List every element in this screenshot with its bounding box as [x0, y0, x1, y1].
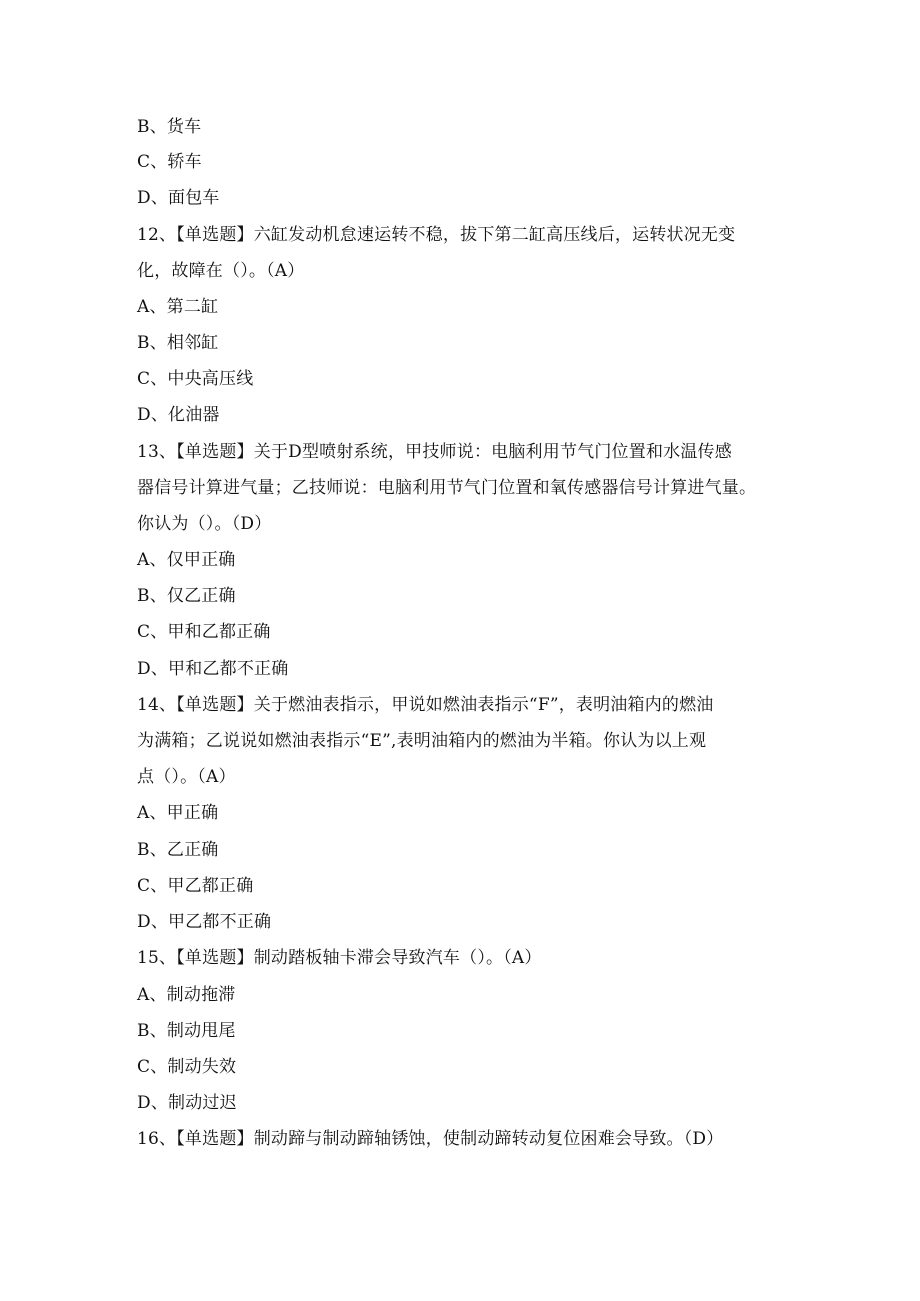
option-line: A、甲正确 — [137, 803, 219, 823]
question-line: 13、【单选题】关于D型喷射系统，甲技师说：电脑利用节气门位置和水温传感 — [137, 442, 732, 462]
option-line: D、甲乙都不正确 — [137, 912, 272, 932]
option-line: D、化油器 — [137, 405, 220, 425]
option-line: B、货车 — [137, 117, 202, 137]
option-line: C、甲乙都正确 — [137, 876, 254, 896]
option-line: B、制动甩尾 — [137, 1021, 236, 1041]
option-line: B、仅乙正确 — [137, 586, 236, 606]
option-line: C、中央高压线 — [137, 369, 254, 389]
option-line: D、制动过迟 — [137, 1093, 237, 1113]
question-line: 化，故障在（）。（A） — [137, 261, 305, 281]
question-line: 12、【单选题】六缸发动机怠速运转不稳，拔下第二缸高压线后，运转状况无变 — [137, 225, 736, 245]
question-line: 你认为（）。（D） — [137, 514, 272, 534]
question-line: 15、【单选题】制动踏板轴卡滞会导致汽车（）。（A） — [137, 948, 542, 968]
question-line: 14、【单选题】关于燃油表指示，甲说如燃油表指示“F”，表明油箱内的燃油 — [137, 695, 714, 715]
option-line: B、乙正确 — [137, 840, 219, 860]
option-line: C、甲和乙都正确 — [137, 622, 271, 642]
option-line: A、第二缸 — [137, 297, 219, 317]
option-line: B、相邻缸 — [137, 333, 219, 353]
option-line: A、仅甲正确 — [137, 550, 236, 570]
option-line: C、轿车 — [137, 152, 202, 172]
option-line: C、制动失效 — [137, 1057, 237, 1077]
question-line: 点（）。（A） — [137, 767, 236, 787]
question-line: 器信号计算进气量；乙技师说：电脑利用节气门位置和氧传感器信号计算进气量。 — [137, 478, 757, 498]
option-line: D、甲和乙都不正确 — [137, 659, 289, 679]
question-line: 为满箱；乙说说如燃油表指示“E”,表明油箱内的燃油为半箱。你认为以上观 — [137, 731, 707, 751]
question-line: 16、【单选题】制动蹄与制动蹄轴锈蚀，使制动蹄转动复位困难会导致。（D） — [137, 1129, 724, 1149]
option-line: D、面包车 — [137, 188, 220, 208]
option-line: A、制动拖滞 — [137, 985, 236, 1005]
